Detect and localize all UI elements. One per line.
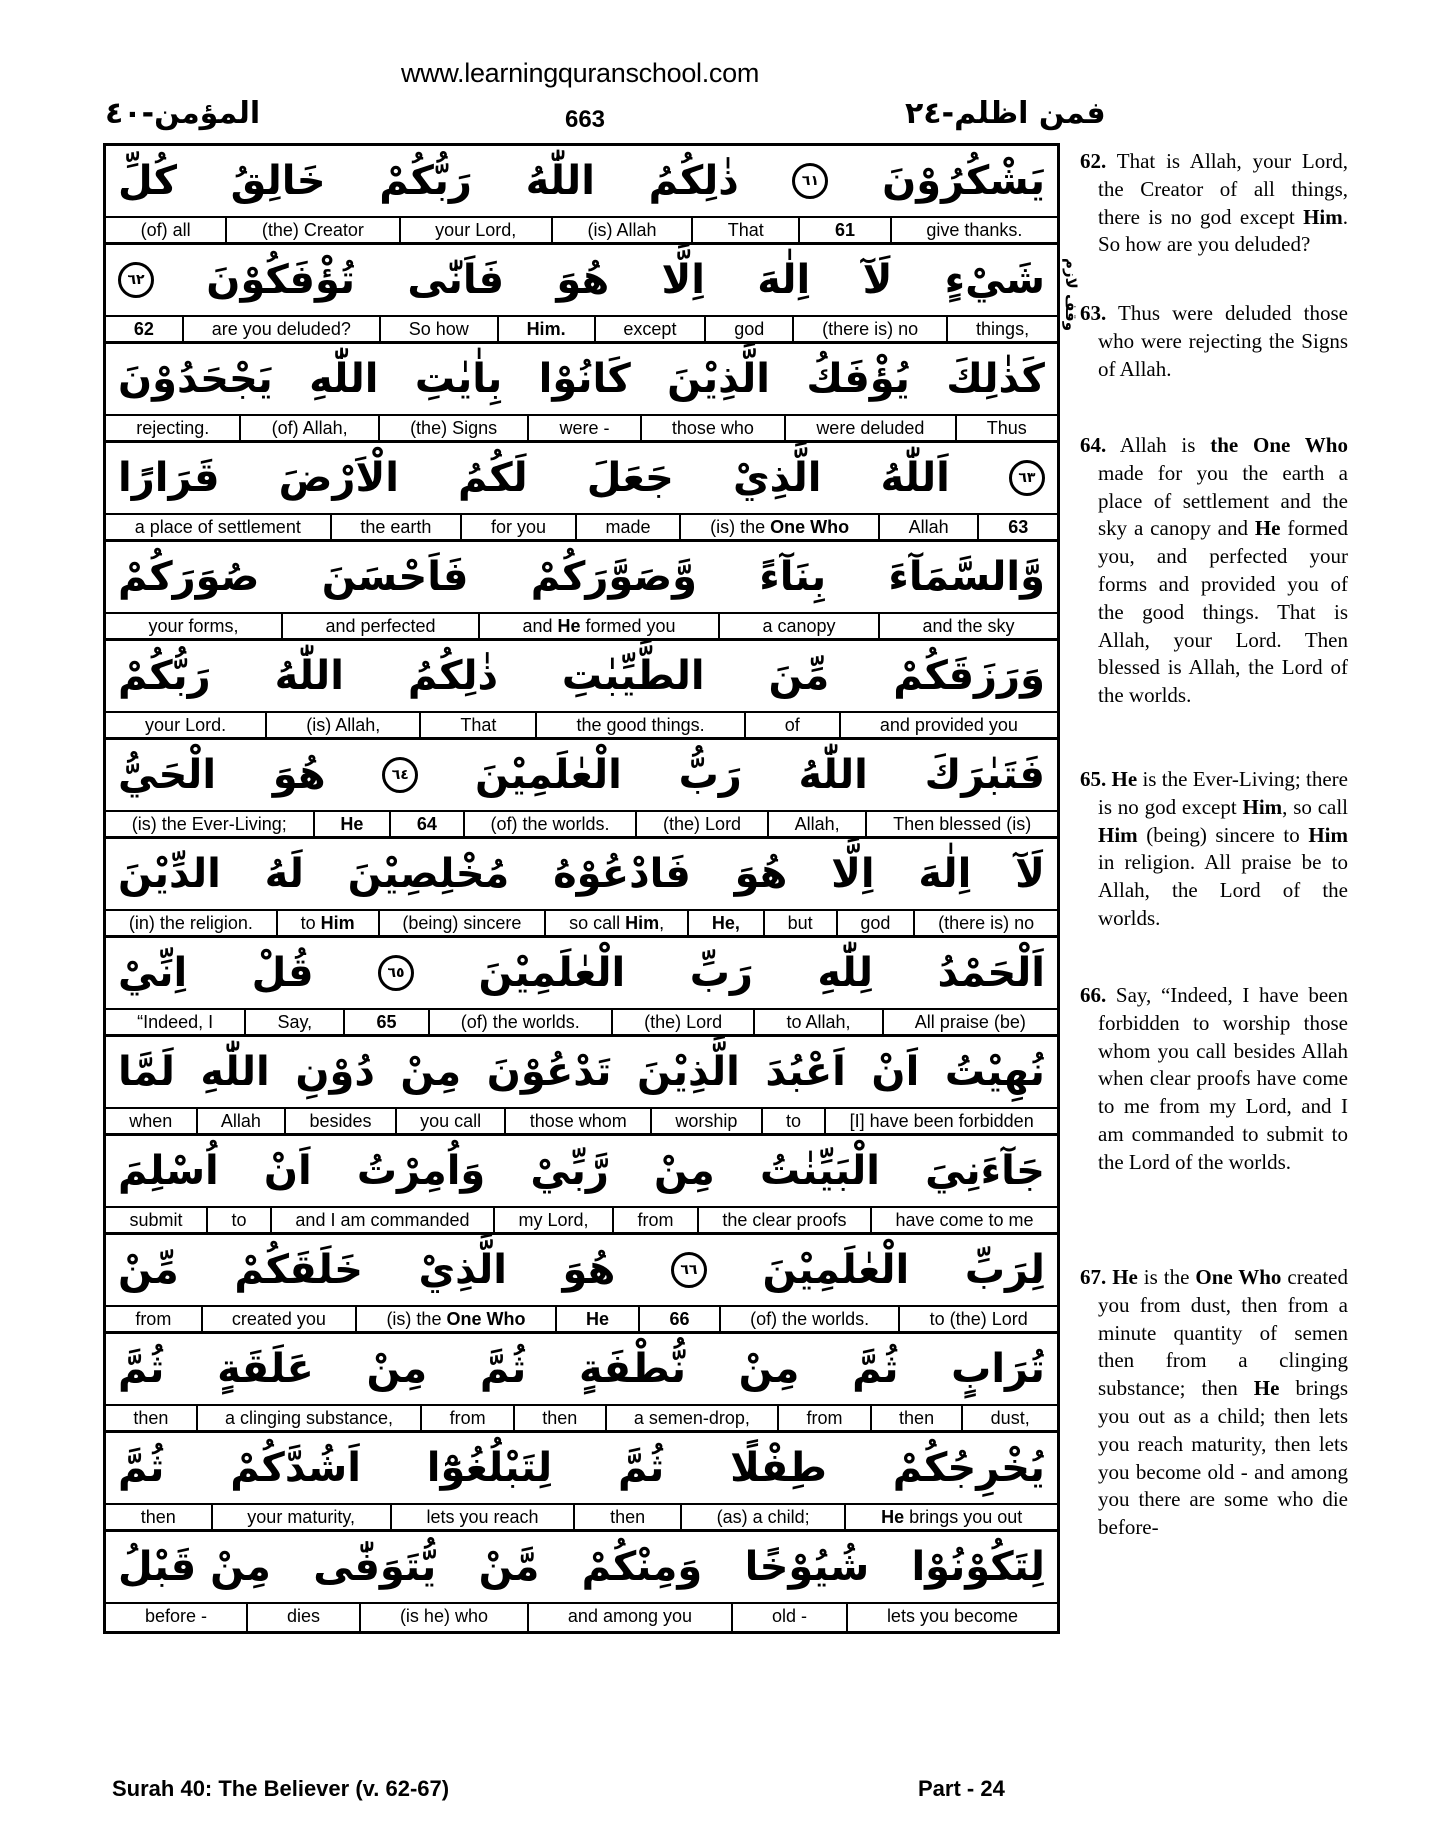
surah-header-arabic: المؤمن-٤٠ <box>105 96 261 131</box>
word-meaning-cell: god <box>704 317 792 341</box>
arabic-word: لَمَّا <box>118 1049 175 1095</box>
word-meaning-cell: god <box>836 911 914 935</box>
arabic-word: ثُمَّ <box>118 1346 165 1392</box>
word-meaning-cell: That <box>419 713 535 737</box>
ayah-number-marker: ٦١ <box>792 163 828 199</box>
word-meaning-cell: Thus <box>955 416 1057 440</box>
arabic-word: الدِّيْنَ <box>118 851 221 897</box>
word-meaning-cell: (the) Creator <box>225 218 398 242</box>
english-row <box>106 416 1057 443</box>
arabic-word: يُؤْفَكُ <box>806 356 910 402</box>
arabic-word: لِتَكُوْنُوْا <box>911 1544 1045 1590</box>
word-meaning-cell: and He formed you <box>478 614 718 638</box>
word-meaning-cell: then <box>870 1406 962 1430</box>
word-meaning-cell: and I am commanded <box>270 1208 493 1232</box>
word-meaning-cell: then <box>140 1507 176 1527</box>
word-meaning-cell: a clinging substance, <box>196 1406 421 1430</box>
arabic-word: رَبُّكُمْ <box>379 158 472 204</box>
site-url: www.learningquranschool.com <box>400 58 760 88</box>
word-meaning-cell: your Lord, <box>399 218 551 242</box>
arabic-word: تَدْعُوْنَ <box>486 1049 612 1095</box>
word-meaning-cell: Say, <box>244 1010 343 1034</box>
word-meaning-cell: dies <box>246 1604 359 1631</box>
arabic-word: يُّتَوَفّٰى <box>313 1544 437 1590</box>
word-meaning-cell: created you <box>201 1307 356 1331</box>
word-meaning-cell: to <box>761 1109 825 1133</box>
verse-number-cell: 61 <box>798 218 889 242</box>
arabic-word: لَآ <box>1015 851 1045 897</box>
verse-line <box>106 1235 1057 1334</box>
word-meaning-cell: your maturity, <box>211 1505 390 1529</box>
arabic-word: لَكُمُ <box>458 455 528 501</box>
arabic-word: الْحَيُّ <box>118 752 217 798</box>
word-meaning-cell: (of) the worlds. <box>719 1307 899 1331</box>
arabic-row <box>106 344 1057 416</box>
arabic-word: نُهِيْتُ <box>944 1049 1045 1095</box>
arabic-word: يُخْرِجُكُمْ <box>892 1445 1045 1491</box>
verse-line <box>106 542 1057 641</box>
arabic-row <box>106 1532 1057 1604</box>
word-meaning-cell: Him. <box>497 317 594 341</box>
arabic-word: نُّطْفَةٍ <box>578 1346 686 1392</box>
word-meaning-cell: my Lord, <box>493 1208 612 1232</box>
english-row <box>106 1109 1057 1136</box>
word-meaning-cell: He brings you out <box>844 1505 1057 1529</box>
arabic-word: فَادْعُوْهُ <box>553 851 691 897</box>
verse-translation-number: 62. <box>1080 149 1107 173</box>
arabic-word: فَتَبٰرَكَ <box>924 752 1045 798</box>
word-meaning-cell: lets you reach <box>390 1505 574 1529</box>
arabic-word: تُرَابٍ <box>951 1346 1045 1392</box>
word-meaning-cell: your forms, <box>148 616 239 636</box>
arabic-word: هُوَ <box>272 752 326 798</box>
word-meaning-cell: submit <box>129 1210 183 1230</box>
word-meaning-cell: old - <box>731 1604 846 1631</box>
arabic-word: جَآءَنِيَ <box>925 1148 1045 1194</box>
arabic-word: خَلَقَكُمْ <box>234 1247 363 1293</box>
arabic-word: الَّذِيْنَ <box>667 356 770 402</box>
arabic-word: الْاَرْضَ <box>278 455 399 501</box>
word-meaning-cell: (the) Signs <box>378 416 527 440</box>
word-meaning-cell: besides <box>284 1109 395 1133</box>
word-meaning-cell: (is) the One Who <box>679 515 878 539</box>
arabic-word: رَّبِّيْ <box>530 1148 609 1194</box>
arabic-word: عَلَقَةٍ <box>217 1346 314 1392</box>
arabic-word: اللّٰهِ <box>309 356 379 402</box>
word-meaning-cell: He <box>313 812 390 836</box>
footer-part: Part - 24 <box>918 1776 1005 1801</box>
word-meaning-cell: are you deluded? <box>182 317 379 341</box>
word-meaning-cell: (of) Allah, <box>239 416 377 440</box>
english-row <box>106 614 1057 641</box>
verse-number-cell: 64 <box>389 812 463 836</box>
word-meaning-cell: when <box>129 1111 173 1131</box>
page-number: 663 <box>564 106 606 133</box>
word-meaning-cell: before - <box>144 1606 207 1626</box>
verse-line <box>106 1532 1057 1631</box>
word-meaning-cell: give thanks. <box>890 218 1057 242</box>
word-meaning-cell: dust, <box>961 1406 1057 1430</box>
arabic-word: لِرَبِّ <box>964 1247 1045 1293</box>
ayah-number-marker: ٦٦ <box>671 1252 707 1288</box>
arabic-word: ذٰلِكُمُ <box>407 653 499 699</box>
word-meaning-cell: then <box>133 1408 169 1428</box>
word-meaning-cell: and among you <box>527 1604 731 1631</box>
word-meaning-cell: (of) all <box>140 220 191 240</box>
arabic-word: بِاٰيٰتِ <box>414 356 503 402</box>
arabic-row <box>106 740 1057 812</box>
word-meaning-cell: (there is) no <box>792 317 946 341</box>
arabic-word: الْعٰلَمِيْنَ <box>478 950 626 996</box>
arabic-word: كَانُوْا <box>538 356 631 402</box>
arabic-word: شُيُوْخًا <box>744 1544 870 1590</box>
word-meaning-cell: have come to me <box>870 1208 1057 1232</box>
arabic-word: مِنْ <box>654 1148 715 1194</box>
arabic-row <box>106 938 1057 1010</box>
arabic-word: اُسْلِمَ <box>118 1148 219 1194</box>
word-meaning-cell: [I] have been forbidden <box>824 1109 1057 1133</box>
arabic-word: شَيْءٍ <box>944 257 1045 303</box>
word-meaning-cell: (the) Lord <box>635 812 767 836</box>
english-row <box>106 911 1057 938</box>
word-meaning-cell: were deluded <box>784 416 954 440</box>
arabic-word: اللّٰهِ <box>200 1049 270 1095</box>
word-meaning-cell: but <box>763 911 836 935</box>
arabic-word: الَّذِيْ <box>732 455 822 501</box>
verse-line <box>106 839 1057 938</box>
arabic-word: بِنَآءً <box>759 554 827 600</box>
word-meaning-cell: and provided you <box>839 713 1057 737</box>
word-meaning-cell: from <box>135 1309 172 1329</box>
word-meaning-cell: you call <box>395 1109 505 1133</box>
word-meaning-cell: All praise (be) <box>882 1010 1057 1034</box>
verse-translation-number: 65. <box>1080 767 1107 791</box>
word-meaning-cell: the clear proofs <box>697 1208 870 1232</box>
word-meaning-cell: worship <box>650 1109 761 1133</box>
verse-line <box>106 443 1057 542</box>
word-meaning-cell: the earth <box>330 515 461 539</box>
arabic-row <box>106 245 1057 317</box>
verse-translation-text: He is the One Who created you from dust, then from a minute quantity of semen then from a clinging substance; then He brings you out as a child; then lets you reach maturity, then lets you become old - and among you there are some who die before- <box>1098 1265 1349 1540</box>
verse-line <box>106 1136 1057 1235</box>
arabic-word: اَلْحَمْدُ <box>937 950 1045 996</box>
waqf-marker: وقف لازم <box>1062 258 1080 332</box>
arabic-word: اَشُدَّكُمْ <box>230 1445 361 1491</box>
verse-line <box>106 1334 1057 1433</box>
word-meaning-cell: (in) the religion. <box>128 913 253 933</box>
word-meaning-cell: Allah, <box>767 812 866 836</box>
word-meaning-cell: Allah <box>196 1109 285 1133</box>
verse-translation-text: He is the Ever-Living; there is no god except Him, so call Him (being) sincere to Him in religion. All praise be to Allah, the Lord of the worlds. <box>1098 767 1348 930</box>
english-row <box>106 1307 1057 1334</box>
verse-line <box>106 740 1057 839</box>
word-meaning-cell: He, <box>687 911 763 935</box>
word-meaning-cell: Then blessed (is) <box>865 812 1057 836</box>
arabic-word: الَّذِيْ <box>418 1247 507 1293</box>
verse-translation <box>1080 766 1348 933</box>
arabic-row <box>106 641 1057 713</box>
verse-translation-text: Say, “Indeed, I have been forbidden to worship those whom you call besides Allah when clear proofs have come to me from my Lord, and I am commanded to submit to the Lord of the worlds. <box>1098 983 1348 1174</box>
arabic-word: هُوَ <box>734 851 788 897</box>
word-meaning-cell: made <box>575 515 680 539</box>
arabic-word: لَهُ <box>264 851 304 897</box>
arabic-row <box>106 1334 1057 1406</box>
arabic-word: مِّنَ <box>768 653 830 699</box>
ayah-number-marker: ٦٣ <box>1009 460 1045 496</box>
arabic-word: وَاُمِرْتُ <box>356 1148 486 1194</box>
arabic-row <box>106 1037 1057 1109</box>
arabic-word: تُؤْفَكُوْنَ <box>206 257 356 303</box>
word-meaning-cell: (is) Allah <box>551 218 691 242</box>
word-meaning-cell: then <box>573 1505 680 1529</box>
verse-translation-text: Thus were deluded those who were rejecting the Signs of Allah. <box>1098 301 1348 381</box>
word-meaning-cell: to (the) Lord <box>898 1307 1057 1331</box>
word-meaning-cell: were - <box>527 416 639 440</box>
word-meaning-cell: from <box>612 1208 697 1232</box>
arabic-word: مِنْ <box>366 1346 428 1392</box>
arabic-word: اِلَّا <box>831 851 875 897</box>
word-meaning-cell: rejecting. <box>136 418 210 438</box>
english-row <box>106 515 1057 542</box>
arabic-word: قَرَارًا <box>118 455 220 501</box>
arabic-word: مِنْ قَبْلُ <box>118 1544 271 1590</box>
word-meaning-cell: those who <box>640 416 784 440</box>
arabic-word: هُوَ <box>556 257 610 303</box>
arabic-word: فَاَحْسَنَ <box>321 554 469 600</box>
arabic-word: خَالِقُ <box>230 158 326 204</box>
word-meaning-cell: (is) the Ever-Living; <box>131 814 287 834</box>
arabic-row <box>106 146 1057 218</box>
word-meaning-cell: for you <box>460 515 575 539</box>
arabic-word: دُوْنِ <box>295 1049 375 1095</box>
word-meaning-cell: lets you become <box>846 1604 1057 1631</box>
arabic-word: مِنْ <box>738 1346 800 1392</box>
verse-line <box>106 146 1057 245</box>
juz-header-arabic: فمن اظلم-٢٤ <box>905 96 1106 131</box>
verse-line <box>106 344 1057 443</box>
word-meaning-cell: (is) Allah, <box>265 713 419 737</box>
arabic-word: صُوَرَكُمْ <box>118 554 260 600</box>
arabic-word: ثُمَّ <box>617 1445 665 1491</box>
ayah-number-marker: ٦٥ <box>378 955 414 991</box>
word-meaning-cell: from <box>420 1406 513 1430</box>
word-meaning-cell: (there is) no <box>913 911 1057 935</box>
english-row <box>106 218 1057 245</box>
verse-line <box>106 938 1057 1037</box>
arabic-word: اِلٰهَ <box>757 257 811 303</box>
word-meaning-cell: to <box>206 1208 270 1232</box>
arabic-word: مِّنْ <box>118 1247 179 1293</box>
english-row <box>106 1406 1057 1433</box>
verse-translation <box>1080 1264 1348 1542</box>
word-meaning-cell: So how <box>379 317 497 341</box>
english-row <box>106 317 1057 344</box>
arabic-row <box>106 1136 1057 1208</box>
word-meaning-cell: your Lord. <box>145 715 227 735</box>
verse-number-cell: 65 <box>343 1010 427 1034</box>
word-meaning-cell: to Him <box>276 911 378 935</box>
word-meaning-cell: (of) the worlds. <box>463 812 636 836</box>
arabic-word: اَنْ <box>871 1049 920 1095</box>
word-meaning-cell: That <box>691 218 798 242</box>
verse-line <box>106 1433 1057 1532</box>
word-meaning-cell: (is) the One Who <box>355 1307 555 1331</box>
verse-translation-text: Allah is the One Who made for you the earth a place of settlement and the sky a canopy and He formed you, and perfected your forms and provided you of the good things. That is Allah, your Lord. Then blessed is Allah, the Lord of the worlds. <box>1098 433 1348 708</box>
word-by-word-table <box>103 143 1060 1634</box>
arabic-word: الطَّيِّبٰتِ <box>561 653 705 699</box>
arabic-word: وَرَزَقَكُمْ <box>893 653 1045 699</box>
arabic-word: لَآ <box>862 257 893 303</box>
word-meaning-cell: (being) sincere <box>378 911 545 935</box>
arabic-word: اِنِّيْ <box>118 950 188 996</box>
arabic-word: رَبُّ <box>678 752 742 798</box>
english-row <box>106 1604 1057 1631</box>
word-meaning-cell: and perfected <box>281 614 478 638</box>
arabic-word: الْبَيِّنٰتُ <box>759 1148 880 1194</box>
arabic-word: رَبِّ <box>689 950 753 996</box>
arabic-word: طِفْلًا <box>730 1445 827 1491</box>
arabic-word: يَشْكُرُوْنَ <box>882 158 1045 204</box>
word-meaning-cell: from <box>777 1406 870 1430</box>
word-meaning-cell: Allah <box>878 515 978 539</box>
arabic-word: ذٰلِكُمُ <box>648 158 739 204</box>
arabic-word: مِنْ <box>400 1049 462 1095</box>
arabic-word: اِلٰهَ <box>918 851 972 897</box>
arabic-word: وَمِنْكُمْ <box>581 1544 703 1590</box>
arabic-word: اَنْ <box>263 1148 312 1194</box>
arabic-word: ثُمَّ <box>118 1445 165 1491</box>
arabic-word: اَعْبُدَ <box>765 1049 846 1095</box>
arabic-word: فَاَنّٰى <box>407 257 505 303</box>
arabic-word: جَعَلَ <box>586 455 674 501</box>
verse-line <box>106 1037 1057 1136</box>
arabic-word: اللّٰهُ <box>274 653 344 699</box>
english-row <box>106 812 1057 839</box>
verse-number-cell: 62 <box>133 319 154 339</box>
english-row <box>106 1208 1057 1235</box>
arabic-word: كُلِّ <box>118 158 177 204</box>
english-row <box>106 1010 1057 1037</box>
arabic-word: اَللّٰهُ <box>880 455 950 501</box>
verse-translation-text: That is Allah, your Lord, the Creator of all things, there is no god except Him. So how are you deluded? <box>1098 149 1348 257</box>
word-meaning-cell: and the sky <box>878 614 1057 638</box>
arabic-row <box>106 1433 1057 1505</box>
ayah-number-marker: ٦٢ <box>118 262 154 298</box>
word-meaning-cell: then <box>513 1406 605 1430</box>
word-meaning-cell: of <box>744 713 839 737</box>
english-row <box>106 1505 1057 1532</box>
verse-translation-number: 67. <box>1080 1265 1107 1289</box>
arabic-word: يَجْحَدُوْنَ <box>118 356 273 402</box>
arabic-word: الْعٰلَمِيْنَ <box>762 1247 910 1293</box>
word-meaning-cell: so call Him, <box>544 911 687 935</box>
word-meaning-cell: a semen-drop, <box>605 1406 778 1430</box>
word-meaning-cell: those whom <box>504 1109 650 1133</box>
english-row <box>106 713 1057 740</box>
footer-surah-title: Surah 40: The Believer (v. 62-67) <box>112 1776 450 1801</box>
word-meaning-cell: a place of settlement <box>134 517 301 537</box>
word-meaning-cell: (the) Lord <box>611 1010 753 1034</box>
arabic-word: لِلّٰهِ <box>817 950 873 996</box>
arabic-word: وَّالسَّمَآءَ <box>888 554 1045 600</box>
verse-translation <box>1080 982 1348 1177</box>
word-meaning-cell: to Allah, <box>753 1010 881 1034</box>
arabic-word: ثُمَّ <box>479 1346 527 1392</box>
word-meaning-cell: except <box>594 317 705 341</box>
word-meaning-cell: things, <box>946 317 1057 341</box>
verse-translation <box>1080 148 1348 259</box>
verse-line <box>106 641 1057 740</box>
word-meaning-cell: (as) a child; <box>680 1505 845 1529</box>
arabic-word: ثُمَّ <box>852 1346 899 1392</box>
verse-translation <box>1080 300 1348 383</box>
arabic-word: الَّذِيْنَ <box>636 1049 740 1095</box>
arabic-row <box>106 839 1057 911</box>
verse-number-cell: 63 <box>977 515 1057 539</box>
verse-translation-number: 63. <box>1080 301 1107 325</box>
word-meaning-cell: “Indeed, I <box>137 1012 214 1032</box>
arabic-row <box>106 542 1057 614</box>
arabic-word: اِلَّا <box>661 257 705 303</box>
verse-translation <box>1080 432 1348 710</box>
verse-translation-number: 66. <box>1080 983 1107 1007</box>
arabic-word: اللّٰهُ <box>798 752 868 798</box>
word-meaning-cell: He <box>555 1307 639 1331</box>
verse-line <box>106 245 1057 344</box>
ayah-number-marker: ٦٤ <box>382 757 418 793</box>
arabic-word: قُلْ <box>251 950 314 996</box>
arabic-word: كَذٰلِكَ <box>946 356 1045 402</box>
arabic-word: الْعٰلَمِيْنَ <box>475 752 622 798</box>
word-meaning-cell: (is he) who <box>359 1604 527 1631</box>
arabic-word: وَّصَوَّرَكُمْ <box>530 554 697 600</box>
arabic-word: لِتَبْلُغُوْٓا <box>426 1445 553 1491</box>
arabic-row <box>106 1235 1057 1307</box>
verse-number-cell: 66 <box>638 1307 719 1331</box>
arabic-row <box>106 443 1057 515</box>
word-meaning-cell: (of) the worlds. <box>428 1010 611 1034</box>
word-meaning-cell: the good things. <box>535 713 743 737</box>
arabic-word: مَّنْ <box>478 1544 540 1590</box>
word-meaning-cell: a canopy <box>718 614 878 638</box>
arabic-word: هُوَ <box>562 1247 616 1293</box>
arabic-word: رَبُّكُمْ <box>118 653 211 699</box>
arabic-word: اللّٰهُ <box>525 158 595 204</box>
verse-translation-number: 64. <box>1080 433 1107 457</box>
arabic-word: مُخْلِصِيْنَ <box>347 851 510 897</box>
